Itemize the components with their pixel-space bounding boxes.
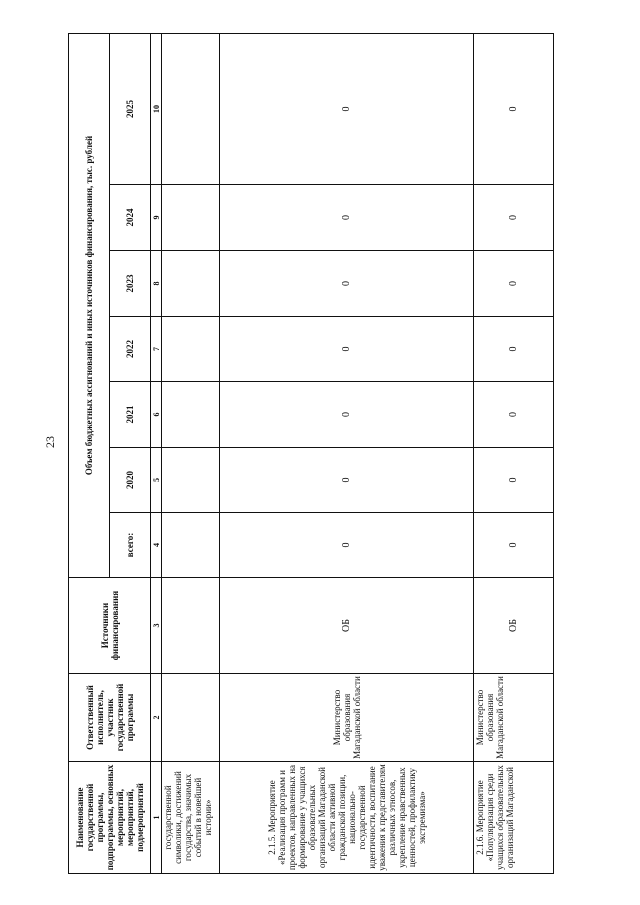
header-year: 2025 — [110, 33, 151, 184]
column-number: 4 — [151, 513, 162, 578]
row-value-total: 0 — [474, 513, 554, 578]
row-executor: Министерство образования Магаданской области — [474, 674, 554, 762]
header-year: 2023 — [110, 251, 151, 317]
column-number: 1 — [151, 762, 162, 874]
row-value: 0 — [474, 317, 554, 382]
header-total: всего: — [110, 513, 151, 578]
table-row — [220, 33, 474, 873]
header-funding-group: Объем бюджетных ассигнований и иных источников финансирования, тыс. рублей — [69, 33, 110, 577]
header-source: Источники финансирования — [69, 578, 151, 674]
column-number: 10 — [151, 33, 162, 184]
row-value — [162, 317, 220, 382]
header-name: Наименование государственной программы, подпрограммы, основных мероприятий, мероприятий, подмероприятий — [69, 762, 151, 874]
column-number: 7 — [151, 317, 162, 382]
column-number: 9 — [151, 185, 162, 251]
row-name: 2.1.5. Мероприятие «Реализация программ и проектов, направленных на формирование у учащихся образовательных организаций Магаданской области активной гражданской позиции, национально-государственной идентичности, воспитание уважения к представителям различных этносов, укрепление нравственных ценностей, профилактику экстремизма» — [220, 762, 474, 874]
header-year: 2022 — [110, 317, 151, 382]
row-name: 2.1.6. Мероприятие «Популяризация среди учащихся образовательных организаций Магаданской — [474, 762, 554, 874]
row-value: 0 — [220, 251, 474, 317]
row-executor — [162, 674, 220, 762]
row-value: 0 — [474, 448, 554, 513]
row-value: 0 — [220, 382, 474, 448]
column-number: 2 — [151, 674, 162, 762]
row-value: 0 — [474, 382, 554, 448]
header-year: 2020 — [110, 448, 151, 513]
column-number: 8 — [151, 251, 162, 317]
row-value: 0 — [220, 33, 474, 184]
header-executor: Ответственный исполнитель, участник государственной программы — [69, 674, 151, 762]
row-executor: Министерство образования Магаданской области — [220, 674, 474, 762]
row-value-total — [162, 513, 220, 578]
row-value: 0 — [220, 448, 474, 513]
column-number: 6 — [151, 382, 162, 448]
funding-table-rotated — [68, 34, 596, 874]
header-row-1 — [69, 33, 110, 873]
column-number: 5 — [151, 448, 162, 513]
column-number-row — [151, 33, 162, 873]
table-row — [474, 33, 554, 873]
header-year: 2021 — [110, 382, 151, 448]
table-row — [162, 33, 220, 873]
row-value: 0 — [220, 185, 474, 251]
row-value — [162, 382, 220, 448]
row-name: государственной символики, достижений государства, значимых событий в новейшей истории» — [162, 762, 220, 874]
row-value: 0 — [474, 185, 554, 251]
funding-table — [68, 33, 554, 874]
row-source: ОБ — [474, 578, 554, 674]
row-source: ОБ — [220, 578, 474, 674]
row-value: 0 — [474, 33, 554, 184]
row-value: 0 — [220, 317, 474, 382]
row-value — [162, 185, 220, 251]
page-number: 23 — [43, 436, 57, 448]
row-value — [162, 251, 220, 317]
row-value-total: 0 — [220, 513, 474, 578]
column-number: 3 — [151, 578, 162, 674]
row-value — [162, 448, 220, 513]
row-value: 0 — [474, 251, 554, 317]
row-source — [162, 578, 220, 674]
header-year: 2024 — [110, 185, 151, 251]
row-value — [162, 33, 220, 184]
